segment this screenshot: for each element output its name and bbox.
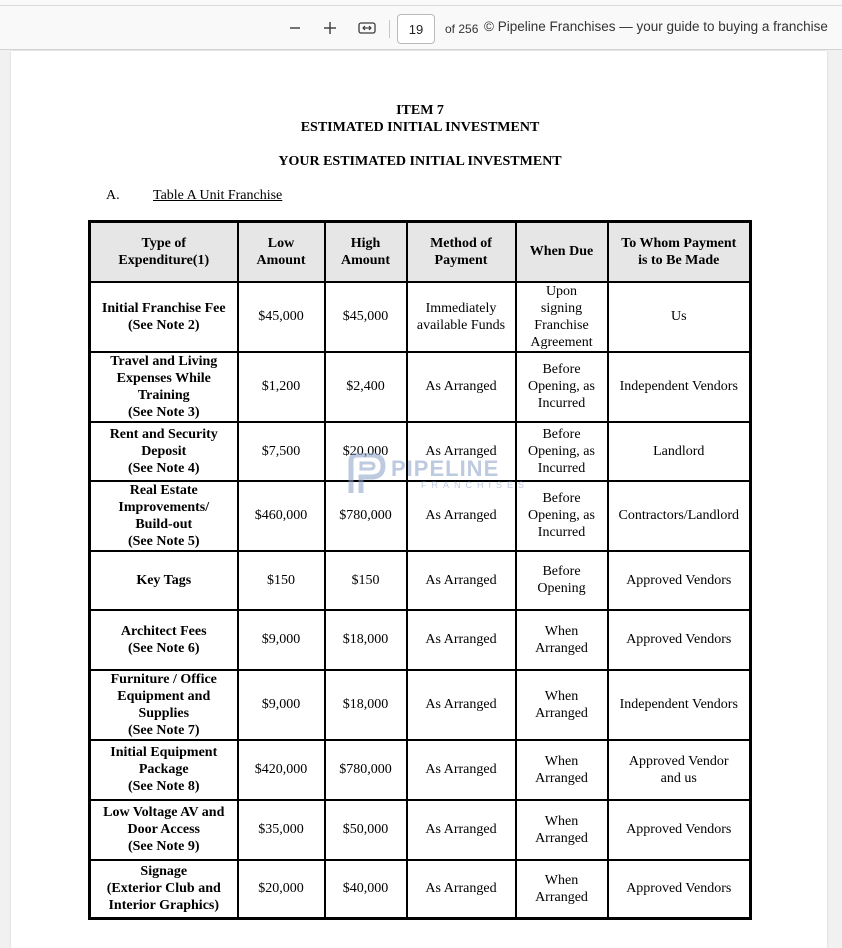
cell-when-line: Incurred bbox=[537, 396, 586, 411]
cell-type-line: Travel and Living bbox=[110, 353, 218, 369]
cell-low: $45,000 bbox=[238, 282, 325, 352]
fit-width-button[interactable] bbox=[355, 16, 379, 40]
cell-whom-line: Independent Vendors bbox=[619, 697, 738, 712]
header-when bbox=[516, 222, 608, 282]
cell-whom-line: Independent Vendors bbox=[619, 379, 738, 394]
cell-type-line: (See Note 7) bbox=[127, 722, 200, 738]
cell-method-line: available Funds bbox=[416, 317, 506, 333]
header-low-line: Low bbox=[267, 235, 295, 251]
cell-when-line: When bbox=[544, 688, 579, 704]
cell-method bbox=[407, 860, 516, 919]
cell-method-line: As Arranged bbox=[425, 881, 497, 897]
table-row bbox=[90, 610, 751, 670]
cell-type-line: Deposit bbox=[141, 443, 187, 459]
cell-when-line: Before bbox=[542, 362, 581, 377]
cell-whom-line: Us bbox=[670, 309, 687, 324]
cell-method bbox=[407, 282, 516, 352]
header-low bbox=[238, 222, 325, 282]
cell-when-line: Arranged bbox=[535, 830, 588, 846]
cell-when-line: Franchise bbox=[534, 317, 589, 333]
cell-when-line: signing bbox=[540, 300, 583, 316]
cell-type-line: Real Estate bbox=[129, 482, 198, 498]
page-count: of 256 bbox=[445, 22, 479, 36]
cell-method bbox=[407, 352, 516, 422]
cell-whom-line: Approved Vendors bbox=[626, 881, 732, 897]
cell-type-line: Supplies bbox=[138, 705, 190, 721]
cell-high: $50,000 bbox=[325, 800, 407, 860]
zoom-in-button[interactable] bbox=[318, 16, 342, 40]
cell-low: $150 bbox=[238, 551, 325, 610]
cell-type bbox=[90, 551, 238, 610]
minus-icon bbox=[288, 21, 302, 35]
cell-type bbox=[90, 670, 238, 740]
cell-method bbox=[407, 740, 516, 800]
cell-whom bbox=[608, 610, 751, 670]
cell-when-line: When bbox=[544, 872, 579, 888]
cell-when-line: Arranged bbox=[535, 705, 588, 721]
cell-low: $7,500 bbox=[238, 422, 325, 481]
cell-whom-line: Contractors/Landlord bbox=[618, 508, 740, 523]
item-title: ESTIMATED INITIAL INVESTMENT bbox=[300, 120, 540, 135]
cell-type-line: (See Note 2) bbox=[127, 317, 200, 333]
header-method bbox=[407, 222, 516, 282]
cell-when-line: Before bbox=[542, 426, 581, 442]
cell-high: $2,400 bbox=[325, 352, 407, 422]
cell-when bbox=[516, 740, 608, 800]
cell-type-line: Furniture / Office bbox=[110, 671, 217, 687]
cell-type-line: Training bbox=[137, 387, 190, 403]
watermark-sub: FRANCHISES bbox=[421, 480, 530, 490]
cell-when bbox=[516, 800, 608, 860]
cell-when-line: Upon bbox=[545, 283, 578, 299]
item-heading: ITEM 7 bbox=[396, 103, 444, 118]
cell-method bbox=[407, 670, 516, 740]
toolbar-divider bbox=[0, 5, 842, 6]
cell-high: $150 bbox=[325, 551, 407, 610]
cell-type-line: (See Note 5) bbox=[127, 533, 200, 549]
cell-type-line: Architect Fees bbox=[120, 623, 207, 639]
header-high-line: High bbox=[350, 235, 381, 251]
table-row bbox=[90, 282, 751, 352]
cell-type-line: (See Note 9) bbox=[127, 839, 200, 854]
fit-width-icon bbox=[358, 21, 376, 35]
cell-type bbox=[90, 800, 238, 860]
cell-type-line: (Exterior Club and bbox=[106, 881, 221, 897]
toolbar-separator bbox=[389, 20, 390, 38]
cell-when-line: Incurred bbox=[537, 525, 586, 540]
cell-type-line: Door Access bbox=[127, 822, 200, 837]
cell-when bbox=[516, 422, 608, 481]
cell-method-line: As Arranged bbox=[425, 822, 497, 837]
cell-type-line: Equipment and bbox=[117, 688, 211, 704]
cell-whom bbox=[608, 481, 751, 551]
cell-type-line: Initial Franchise Fee bbox=[101, 300, 226, 316]
cell-method-line: As Arranged bbox=[425, 697, 497, 712]
cell-type bbox=[90, 610, 238, 670]
cell-whom-line: Approved Vendor bbox=[628, 753, 729, 769]
cell-high: $40,000 bbox=[325, 860, 407, 919]
cell-whom-line: Approved Vendors bbox=[626, 572, 732, 588]
cell-method-line: As Arranged bbox=[425, 762, 497, 777]
header-type-line: Type of bbox=[141, 235, 186, 251]
cell-type-line: Expenses While bbox=[116, 370, 211, 386]
cell-when-line: When bbox=[544, 753, 579, 769]
cell-low: $460,000 bbox=[238, 481, 325, 551]
cell-type-line: Initial Equipment bbox=[110, 745, 218, 760]
cell-method bbox=[407, 610, 516, 670]
cell-type bbox=[90, 352, 238, 422]
cell-when bbox=[516, 352, 608, 422]
cell-type-line: (See Note 6) bbox=[127, 640, 200, 656]
cell-whom-line: Approved Vendors bbox=[626, 632, 732, 647]
copyright-overlay: © Pipeline Franchises — your guide to buying a franchise bbox=[484, 19, 828, 34]
header-method-line: Method of bbox=[430, 235, 492, 251]
cell-whom bbox=[608, 670, 751, 740]
cell-whom bbox=[608, 422, 751, 481]
header-high bbox=[325, 222, 407, 282]
cell-type-line: Interior Graphics) bbox=[108, 898, 220, 914]
cell-whom bbox=[608, 551, 751, 610]
cell-low: $20,000 bbox=[238, 860, 325, 919]
header-whom-line: is to Be Made bbox=[638, 252, 720, 268]
cell-whom-line: Approved Vendors bbox=[626, 822, 732, 837]
section-title: Table A Unit Franchise bbox=[153, 188, 283, 203]
cell-method bbox=[407, 551, 516, 610]
cell-when bbox=[516, 860, 608, 919]
header-type bbox=[90, 222, 238, 282]
cell-when bbox=[516, 670, 608, 740]
cell-method-line: As Arranged bbox=[425, 572, 497, 588]
cell-type-line: Low Voltage AV and bbox=[103, 805, 225, 820]
table-header-row bbox=[90, 222, 751, 282]
cell-when-line: Before bbox=[542, 564, 581, 579]
cell-when-line: Arranged bbox=[535, 889, 588, 905]
header-whom-line: To Whom Payment bbox=[621, 235, 737, 251]
cell-whom bbox=[608, 352, 751, 422]
cell-when-line: When bbox=[544, 813, 579, 829]
cell-type-line: (See Note 4) bbox=[127, 460, 200, 476]
header-method-line: Payment bbox=[434, 252, 488, 268]
table-row bbox=[90, 352, 751, 422]
cell-whom bbox=[608, 740, 751, 800]
cell-when-line: Incurred bbox=[537, 460, 586, 476]
cell-whom-line: and us bbox=[660, 770, 697, 786]
header-high-line: Amount bbox=[340, 252, 390, 268]
table-row bbox=[90, 551, 751, 610]
cell-when-line: Agreement bbox=[530, 334, 593, 350]
header-when-line: When Due bbox=[529, 244, 594, 260]
cell-high: $20,000 bbox=[325, 422, 407, 481]
cell-high: $780,000 bbox=[325, 740, 407, 800]
cell-when-line: Opening, as bbox=[528, 508, 595, 523]
cell-type-line: Rent and Security bbox=[109, 426, 218, 442]
cell-method-line: As Arranged bbox=[425, 379, 497, 394]
cell-type-line: (See Note 8) bbox=[127, 779, 200, 794]
table-row bbox=[90, 860, 751, 919]
cell-whom-line: Landlord bbox=[653, 443, 705, 459]
cell-when-line: When bbox=[544, 623, 579, 639]
cell-type-line: (See Note 3) bbox=[127, 404, 200, 420]
cell-high: $45,000 bbox=[325, 282, 407, 352]
cell-when-line: Before bbox=[542, 491, 581, 506]
cell-when bbox=[516, 551, 608, 610]
cell-type bbox=[90, 282, 238, 352]
cell-method-line: Immediately bbox=[425, 300, 497, 316]
cell-type-line: Package bbox=[138, 762, 189, 777]
cell-type-line: Signage bbox=[140, 864, 188, 880]
pipeline-watermark bbox=[347, 453, 530, 495]
watermark-name: PIPELINE bbox=[391, 456, 500, 481]
cell-low: $420,000 bbox=[238, 740, 325, 800]
cell-method-line: As Arranged bbox=[425, 443, 497, 459]
cell-type-line: Improvements/ bbox=[118, 499, 210, 515]
cell-method-line: As Arranged bbox=[425, 632, 497, 647]
cell-method bbox=[407, 800, 516, 860]
cell-low: $35,000 bbox=[238, 800, 325, 860]
header-whom bbox=[608, 222, 751, 282]
cell-when bbox=[516, 282, 608, 352]
header-low-line: Amount bbox=[256, 252, 306, 268]
cell-when-line: Opening, as bbox=[528, 379, 595, 394]
cell-low: $9,000 bbox=[238, 670, 325, 740]
table-row bbox=[90, 800, 751, 860]
pdf-toolbar bbox=[0, 0, 842, 50]
cell-when-line: Opening bbox=[537, 581, 586, 596]
investment-table bbox=[88, 220, 752, 920]
cell-when bbox=[516, 610, 608, 670]
cell-whom bbox=[608, 860, 751, 919]
cell-type bbox=[90, 481, 238, 551]
table-subtitle: YOUR ESTIMATED INITIAL INVESTMENT bbox=[278, 154, 562, 169]
cell-whom bbox=[608, 800, 751, 860]
plus-icon bbox=[323, 21, 337, 35]
cell-when-line: Arranged bbox=[535, 640, 588, 656]
page-number-input[interactable] bbox=[397, 14, 435, 44]
cell-high: $780,000 bbox=[325, 481, 407, 551]
cell-low: $1,200 bbox=[238, 352, 325, 422]
cell-type-line: Key Tags bbox=[136, 572, 192, 588]
cell-high: $18,000 bbox=[325, 670, 407, 740]
cell-low: $9,000 bbox=[238, 610, 325, 670]
header-type-line: Expenditure(1) bbox=[118, 252, 210, 268]
cell-type bbox=[90, 740, 238, 800]
cell-method-line: As Arranged bbox=[425, 508, 497, 523]
cell-when-line: Opening, as bbox=[528, 443, 595, 459]
cell-whom bbox=[608, 282, 751, 352]
cell-when-line: Arranged bbox=[535, 770, 588, 786]
cell-type-line: Build-out bbox=[135, 516, 193, 532]
cell-type bbox=[90, 422, 238, 481]
table-row bbox=[90, 670, 751, 740]
cell-high: $18,000 bbox=[325, 610, 407, 670]
section-letter: A. bbox=[106, 188, 120, 203]
pipeline-logo-icon bbox=[347, 453, 387, 495]
table-row bbox=[90, 740, 751, 800]
zoom-out-button[interactable] bbox=[283, 16, 307, 40]
cell-type bbox=[90, 860, 238, 919]
cell-when bbox=[516, 481, 608, 551]
